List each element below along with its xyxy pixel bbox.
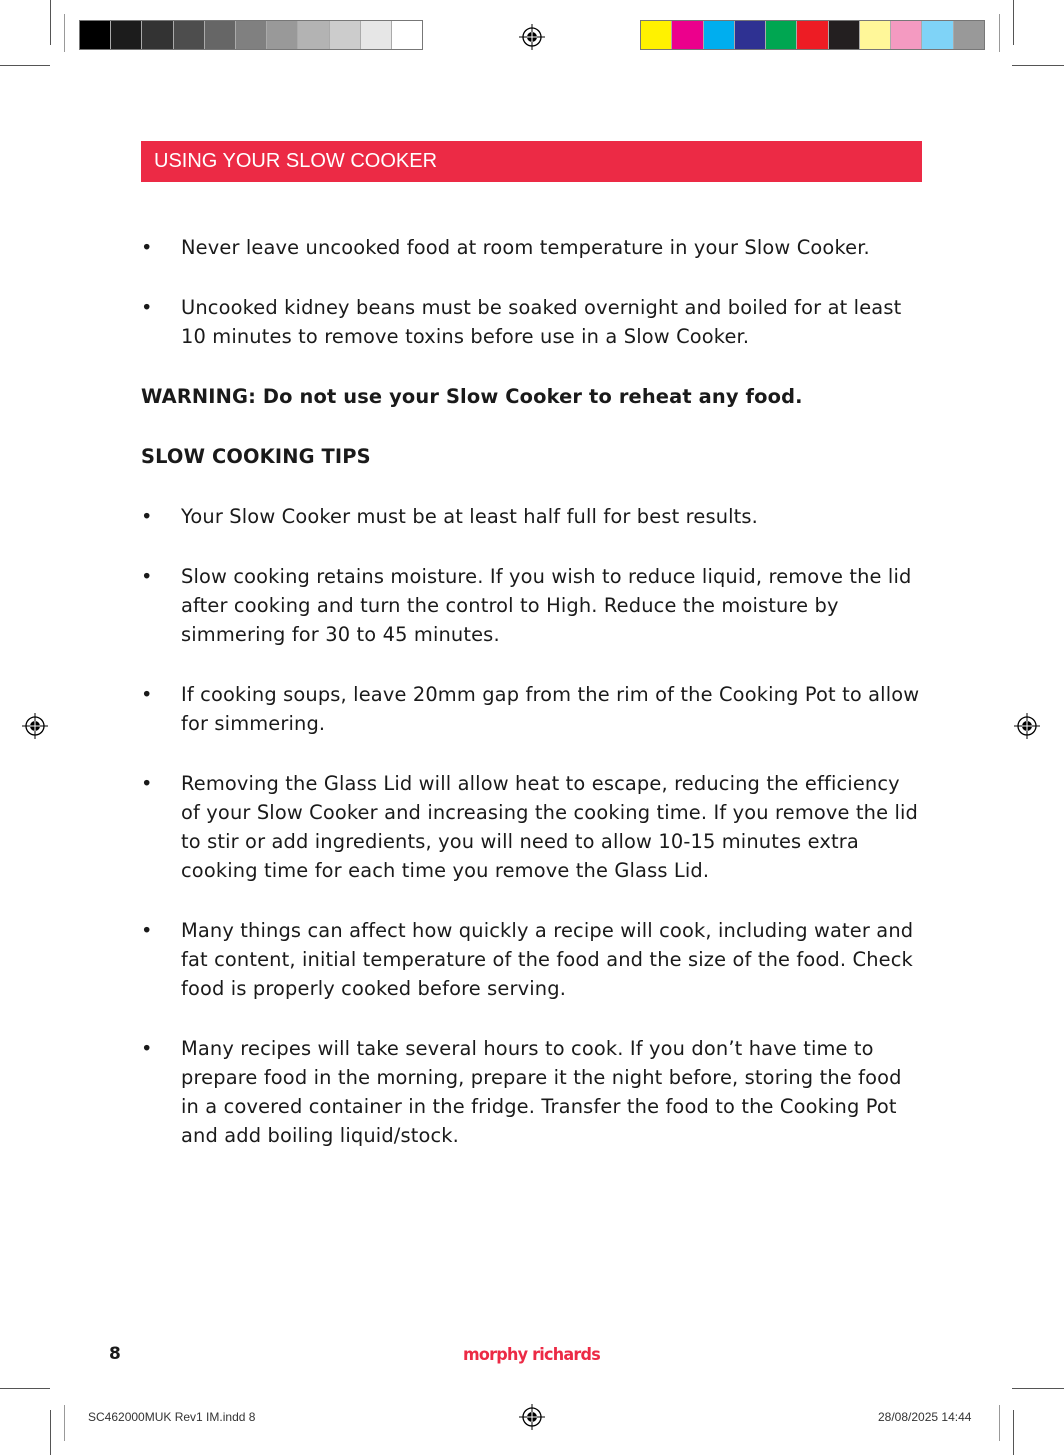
color-swatch <box>205 21 236 49</box>
section-heading: USING YOUR SLOW COOKER <box>141 141 922 182</box>
registration-mark-icon <box>519 1404 545 1430</box>
list-item <box>141 916 921 1003</box>
bullet: • <box>141 236 153 259</box>
crop-mark <box>50 0 51 45</box>
page-number: 8 <box>109 1344 121 1364</box>
color-swatch <box>174 21 205 49</box>
color-swatch <box>641 21 672 49</box>
crop-mark <box>1012 65 1064 66</box>
tips-heading: SLOW COOKING TIPS <box>141 445 371 468</box>
color-swatch <box>361 21 392 49</box>
crop-mark <box>64 14 65 52</box>
list-item-text: Removing the Glass Lid will allow heat to escape, reducing the efficiency of your Slow Cooker and increasing the cooking time. If you remove the lid to stir or add ingredients, you will need to allow 10-15 minutes extra cooking time for each time you remove the Glass Lid. <box>181 772 919 882</box>
page-content <box>141 233 921 1181</box>
registration-mark-icon <box>22 713 48 739</box>
color-swatch <box>80 21 111 49</box>
bullet: • <box>141 919 153 942</box>
crop-mark <box>0 65 50 66</box>
bullet: • <box>141 565 153 588</box>
color-swatch <box>330 21 361 49</box>
list-item <box>141 233 921 262</box>
list-item <box>141 293 921 351</box>
process-color-bar <box>640 20 985 50</box>
list-item-text: Many recipes will take several hours to cook. If you don’t have time to prepare food in the morning, prepare it the night before, storing the food in a covered container in the fridge. Transfer the food to the Cooking Pot and add boiling liquid/stock. <box>181 1037 902 1147</box>
color-swatch <box>298 21 329 49</box>
color-swatch <box>111 21 142 49</box>
color-swatch <box>954 21 984 49</box>
date-slug: 28/08/2025 14:44 <box>878 1410 972 1424</box>
file-slug: SC462000MUK Rev1 IM.indd 8 <box>88 1410 256 1424</box>
brand-logo <box>463 1341 601 1367</box>
list-item <box>141 1034 921 1150</box>
color-swatch <box>704 21 735 49</box>
color-swatch <box>829 21 860 49</box>
crop-mark <box>1013 0 1014 45</box>
crop-mark <box>1013 1410 1014 1455</box>
crop-mark <box>0 1388 50 1389</box>
list-item <box>141 769 921 885</box>
color-swatch <box>797 21 828 49</box>
color-swatch <box>672 21 703 49</box>
bullet: • <box>141 505 153 528</box>
list-item <box>141 502 921 531</box>
list-item-text: Uncooked kidney beans must be soaked overnight and boiled for at least 10 minutes to remove toxins before use in a Slow Cooker. <box>181 296 902 348</box>
color-swatch <box>236 21 267 49</box>
bullet: • <box>141 296 153 319</box>
crop-mark <box>1012 1388 1064 1389</box>
list-item <box>141 680 921 738</box>
brand-logo-text: morphy richards <box>463 1345 601 1365</box>
bullet: • <box>141 683 153 706</box>
color-swatch <box>922 21 953 49</box>
color-swatch <box>735 21 766 49</box>
crop-mark <box>50 1410 51 1455</box>
list-item <box>141 562 921 649</box>
crop-mark <box>999 1405 1000 1441</box>
registration-mark-icon <box>519 24 545 50</box>
crop-mark <box>999 14 1000 52</box>
list-item-text: Never leave uncooked food at room temperature in your Slow Cooker. <box>181 236 870 259</box>
color-swatch <box>891 21 922 49</box>
grayscale-color-bar <box>79 20 423 50</box>
registration-mark-icon <box>1014 713 1040 739</box>
list-item-text: If cooking soups, leave 20mm gap from the rim of the Cooking Pot to allow for simmering. <box>181 683 920 735</box>
warning-text: WARNING: Do not use your Slow Cooker to reheat any food. <box>141 385 803 408</box>
list-item-text: Your Slow Cooker must be at least half full for best results. <box>181 505 758 528</box>
color-swatch <box>142 21 173 49</box>
list-item-text: Many things can affect how quickly a recipe will cook, including water and fat content, initial temperature of the food and the size of the food. Check food is properly cooked before serving. <box>181 919 914 1000</box>
crop-mark <box>64 1405 65 1441</box>
color-swatch <box>392 21 422 49</box>
color-swatch <box>860 21 891 49</box>
color-swatch <box>267 21 298 49</box>
bullet: • <box>141 1037 153 1060</box>
list-item-text: Slow cooking retains moisture. If you wish to reduce liquid, remove the lid after cooking and turn the control to High. Reduce the moisture by simmering for 30 to 45 minutes. <box>181 565 912 646</box>
bullet: • <box>141 772 153 795</box>
color-swatch <box>766 21 797 49</box>
